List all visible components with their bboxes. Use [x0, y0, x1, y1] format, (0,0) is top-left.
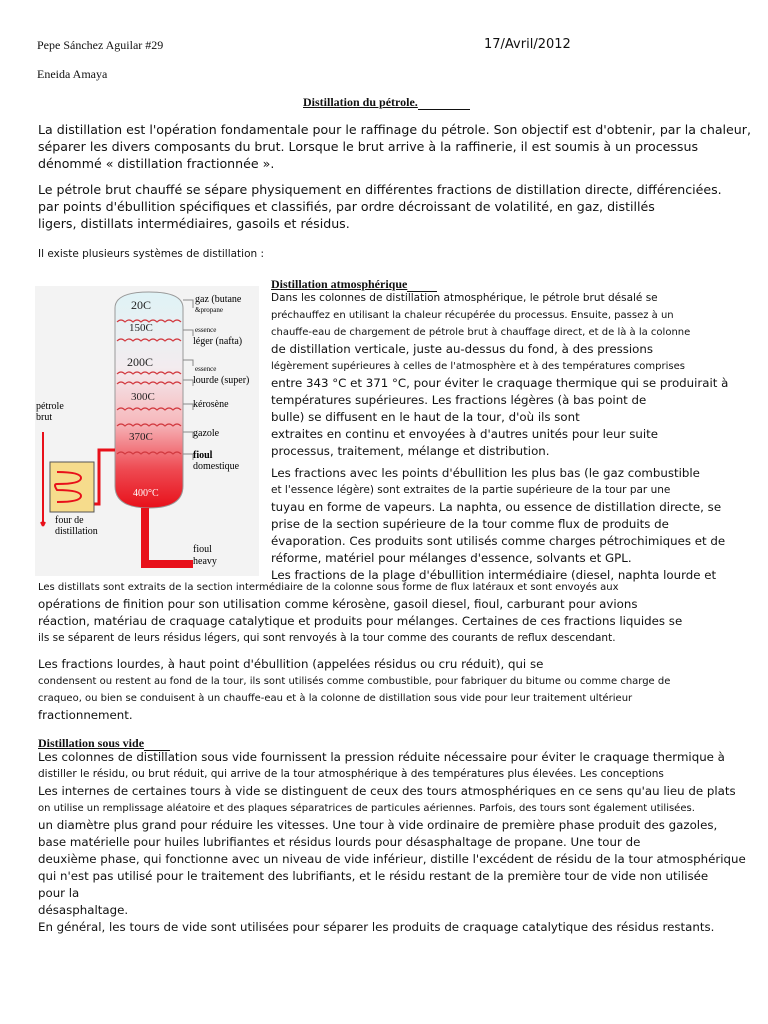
distillates-paragraph: [38, 579, 682, 647]
furnace-box: [50, 462, 94, 512]
vacuum-line: qui n'est pas utilisé pour le traitement des lubrifiants, et le résidu restant de la première tour de vide non utilisée: [38, 869, 709, 883]
atmospheric-line: préchauffez en utilisant la chaleur récupérée du processus. Ensuite, passez à un: [271, 310, 674, 321]
product-label-kerosene: kérosène: [193, 399, 229, 410]
fractions-line: par points d'ébullition spécifiques et classifiés, par ordre décroissant de volatilité, en gaz, distillés: [38, 199, 655, 214]
temp-label: 20C: [131, 298, 152, 312]
vacuum-line: Les internes de certaines tours à vide se distinguent de ceux des tours atmosphériques en ce sens qu'au lieu de plats: [38, 784, 736, 798]
atmospheric-line: processus, traitement, mélange et distribution.: [271, 444, 550, 458]
atmospheric-fractions-line: et l'essence légère) sont extraites de la partie supérieure de la tour par une: [271, 484, 671, 496]
section-atmospheric-heading-text: Distillation atmosphérique: [271, 277, 408, 291]
atmospheric-line: bulle) se diffusent en le haut de la tour, d'où ils sont: [271, 410, 580, 424]
atmospheric-fractions-line: Les fractions avec les points d'ébullition les plus bas (le gaz combustible: [271, 466, 700, 480]
heavy-fractions-line: Les fractions lourdes, à haut point d'ébullition (appelées résidus ou cru réduit), qui se: [38, 657, 544, 671]
furnace-label: four de: [55, 515, 84, 526]
product-label-gaz-2: &propane: [195, 306, 223, 314]
product-label-heavy: heavy: [193, 556, 217, 567]
atmospheric-line: chauffe-eau de chargement de pétrole brut à chauffage direct, et de là à la colonne: [271, 327, 691, 338]
atmospheric-line: Dans les colonnes de distillation atmosphérique, le pétrole brut désalé se: [271, 292, 658, 304]
vacuum-line: En général, les tours de vide sont utilisées pour séparer les produits de craquage catalytique des résidus restants.: [38, 920, 715, 934]
document-date: 17/Avril/2012: [484, 37, 571, 52]
vacuum-line: distiller le résidu, ou brut réduit, qui arrive de la tour atmosphérique à des températures plus élevées. Les conceptions: [38, 768, 664, 780]
vacuum-line: on utilise un remplissage aléatoire et des plaques séparatrices de particules aériennes. Parfois, des tours sont également utilisées.: [38, 803, 695, 814]
atmospheric-fractions-line: Les fractions de la plage d'ébullition intermédiaire (diesel, naphta lourde et: [271, 568, 717, 582]
vacuum-line: base matérielle pour huiles lubrifiantes et résidus lourds pour désasphaltage de propane. Une tour de: [38, 835, 641, 849]
author-name: Pepe Sánchez Aguilar #29: [37, 38, 164, 52]
section-vacuum-heading-text: Distillation sous vide: [38, 736, 145, 750]
atmospheric-column-text-2: [271, 465, 725, 584]
heavy-fractions-line: craqueo, ou bien se conduisent à un chauffe-eau et à la colonne de distillation sous vide pour leur traitement ultérieur: [38, 693, 633, 704]
product-label-gazole: gazole: [193, 428, 220, 439]
distillates-line: Les distillats sont extraits de la section intermédiaire de la colonne sous forme de flux latéraux et sont envoyés aux: [38, 582, 619, 593]
crude-label-2: brut: [36, 412, 53, 423]
atmospheric-line: de distillation verticale, juste au-dessus du fond, à des pressions: [271, 342, 654, 356]
fractions-line: Le pétrole brut chauffé se sépare physiquement en différentes fractions de distillation directe, différenciées.: [38, 182, 722, 197]
atmospheric-column-text: [271, 290, 728, 460]
atmospheric-line: températures supérieures. Les fractions légères (à bas point de: [271, 393, 647, 407]
atmospheric-line: entre 343 °C et 371 °C, pour éviter le craquage thermique qui se produirait à: [271, 376, 729, 390]
product-label-essence: essence: [195, 326, 217, 334]
document-title: [303, 95, 470, 110]
temp-label: 150C: [129, 322, 153, 334]
fractions-line: ligers, distillats intermédiaires, gasoils et résidus.: [38, 216, 350, 231]
product-label-gaz: gaz (butane: [195, 294, 242, 305]
product-label-domestique: domestique: [193, 461, 240, 472]
vacuum-line: pour la: [38, 886, 80, 900]
vacuum-line: deuxième phase, qui fonctionne avec un niveau de vide inférieur, distille l'excédent de résidu de la tour atmosphérique: [38, 852, 746, 866]
product-label-fioul: fioul: [193, 450, 213, 461]
vacuum-paragraph: [38, 749, 746, 936]
product-label-essence-2: essence: [195, 365, 217, 373]
intro-paragraph: [38, 121, 751, 172]
crude-label: pétrole: [36, 401, 64, 412]
temp-label: 300C: [131, 391, 155, 403]
temp-label: 400°C: [133, 488, 159, 499]
atmospheric-fractions-line: réforme, matériel pour mélanges d'essence, solvants et GPL.: [271, 551, 632, 565]
product-label-leger: léger (nafta): [193, 336, 243, 347]
distillates-line: ils se séparent de leurs résidus légers, qui sont renvoyés à la tour comme des courants de reflux descendant.: [38, 632, 616, 644]
atmospheric-fractions-line: évaporation. Ces produits sont utilisés comme charges pétrochimiques et de: [271, 534, 726, 548]
vacuum-line: désasphaltage.: [38, 903, 129, 917]
atmospheric-line: légèrement supérieures à celles de l'atmosphère et à des températures comprises: [271, 361, 685, 372]
temp-label: 370C: [129, 431, 153, 443]
distillation-column-figure: [35, 286, 259, 576]
furnace-label-2: distillation: [55, 526, 98, 537]
intro-line: séparer les divers composants du brut. Lorsque le brut arrive à la raffinerie, il est soumis à un processus: [38, 139, 699, 154]
distillates-line: réaction, matériau de craquage catalytique et produits pour mélanges. Certaines de ces fractions liquides se: [38, 614, 683, 628]
systems-intro: Il existe plusieurs systèmes de distillation :: [38, 248, 265, 260]
heavy-fractions-line: condensent ou restent au fond de la tour, ils sont utilisés comme combustible, pour fabriquer du bitume ou comme charge de: [38, 676, 671, 687]
product-label-fioul-heavy: fioul: [193, 544, 212, 555]
document-title-text: Distillation du pétrole.: [303, 95, 418, 109]
atmospheric-line: extraites en continu et envoyées à d'autres unités pour leur suite: [271, 427, 658, 441]
intro-line: La distillation est l'opération fondamentale pour le raffinage du pétrole. Son objectif est d'obtenir, par la chaleur,: [38, 122, 751, 137]
heavy-fractions-paragraph: [38, 656, 670, 724]
intro-line: dénommé « distillation fractionnée ».: [38, 156, 275, 171]
fractions-paragraph: [38, 181, 722, 232]
atmospheric-fractions-line: tuyau en forme de vapeurs. La naphta, ou essence de distillation directe, se: [271, 500, 722, 514]
partner-name: Eneida Amaya: [37, 67, 108, 81]
vacuum-line: un diamètre plus grand pour réduire les vitesses. Une tour à vide ordinaire de première phase produit des gazoles,: [38, 818, 718, 832]
product-label-lourde: lourde (super): [193, 375, 250, 386]
heavy-fractions-line: fractionnement.: [38, 708, 133, 722]
vacuum-line: Les colonnes de distillation sous vide fournissent la pression réduite nécessaire pour éviter le craquage thermique à: [38, 750, 725, 764]
distillates-line: opérations de finition pour son utilisation comme kérosène, gasoil diesel, fioul, carburant pour avions: [38, 597, 638, 611]
temp-label: 200C: [127, 355, 154, 369]
atmospheric-fractions-line: prise de la section supérieure de la tour comme flux de produits de: [271, 517, 669, 531]
